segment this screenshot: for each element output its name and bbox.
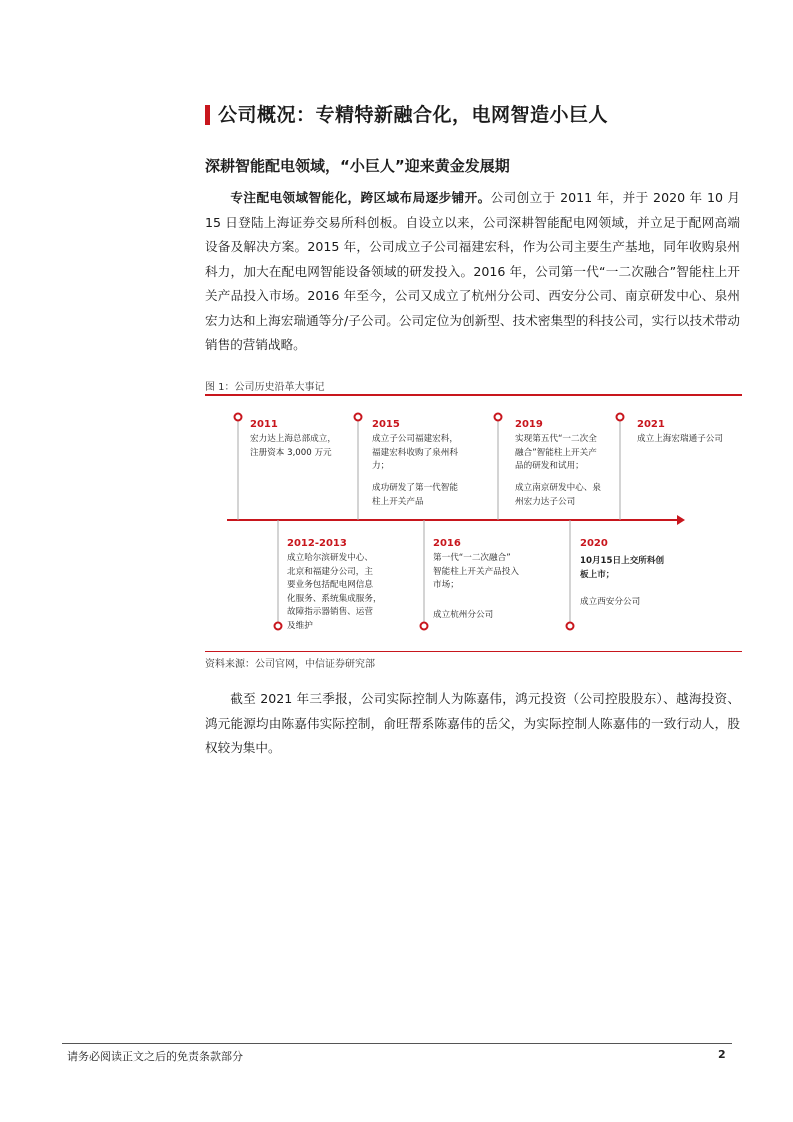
section-subtitle: 深耕智能配电领域，“小巨人”迎来黄金发展期	[205, 157, 510, 175]
timeline-arrow	[677, 515, 685, 525]
page-title: 公司概况：专精特新融合化，电网智造小巨人	[218, 104, 609, 126]
node-2019	[495, 414, 502, 421]
node-2016	[421, 623, 428, 630]
event-text-2019: 实现第五代“一二次全 融合”智能柱上开关产 品的研发和试用；	[515, 434, 597, 471]
event-text-2020: 10月15日上交所科创 板上市；	[580, 556, 665, 580]
node-2011	[235, 414, 242, 421]
event-year-2015: 2015	[372, 419, 400, 430]
figure-bottom-rule	[205, 651, 742, 652]
footer-rule	[62, 1043, 732, 1044]
event-year-2019: 2019	[515, 419, 543, 430]
node-2012-2013	[275, 623, 282, 630]
figure-source: 资料来源：公司官网，中信证券研究部	[205, 659, 375, 670]
node-2021	[617, 414, 624, 421]
intro-paragraph	[205, 186, 740, 358]
control-paragraph	[205, 687, 740, 761]
event-year-2011: 2011	[250, 419, 278, 430]
node-2020	[567, 623, 574, 630]
footer-disclaimer: 请务必阅读正文之后的免责条款部分	[67, 1050, 243, 1063]
event-year-2012-2013: 2012-2013	[287, 538, 347, 549]
event-text-2015-b: 成功研发了第一代智能 柱上开关产品	[372, 483, 458, 507]
control-body: 截至 2021 年三季报，公司实际控制人为陈嘉伟，鸿元投资（公司控股股东）、越海投资、鸿元能源均由陈嘉伟实际控制，俞旺帮系陈嘉伟的岳父，为实际控制人陈嘉伟的一致行动人，股权较为集中。	[205, 691, 740, 755]
event-year-2021: 2021	[637, 419, 665, 430]
event-text-2019-b: 成立南京研发中心、泉 州宏力达子公司	[515, 483, 601, 507]
event-text-2011: 宏力达上海总部成立， 注册资本 3,000 万元	[250, 434, 336, 458]
event-text-2021: 成立上海宏瑞通子公司	[637, 434, 723, 444]
event-text-2016: 第一代“一二次融合” 智能柱上开关产品投入 市场；	[433, 553, 519, 590]
intro-body: 公司创立于 2011 年，并于 2020 年 10 月 15 日登陆上海证券交易所科创板。自设立以来，公司深耕智能配电网领域，并立足于配网高端设备及解决方案。2015 年，公司成立子公司福建宏科，作为公司主要生产基地，同年收购泉州科力，加大在配电网智能设备领域的研发投入。2016 年，公司第一代“一二次融合”智能柱上开关产品投入市场。2016 年至今，公司又成立了杭州分公司、西安分公司、南京研发中心、泉州宏力达和上海宏瑞通等分/子公司。公司定位为创新型、技术密集型的科技公司，实行以技术带动销售的营销战略。	[205, 190, 740, 352]
event-text-2012-2013: 成立哈尔滨研发中心、 北京和福建分公司，主 要业务包括配电网信息 化服务、系统集成服务， 故障指示器销售、运营 及维护	[287, 553, 382, 631]
figure-label: 图 1：公司历史沿革大事记	[205, 382, 325, 393]
node-2015	[355, 414, 362, 421]
event-year-2016: 2016	[433, 538, 461, 549]
title-accent-bar	[205, 105, 210, 125]
event-year-2020: 2020	[580, 538, 608, 549]
event-text-2015: 成立子公司福建宏科， 福建宏科收购了泉州科 力；	[372, 434, 458, 471]
page-number: 2	[718, 1048, 726, 1061]
event-text-2016-b: 成立杭州分公司	[433, 610, 494, 620]
intro-lead: 专注配电领域智能化，跨区域布局逐步铺开。	[230, 190, 491, 205]
event-text-2020-b: 成立西安分公司	[580, 597, 641, 607]
